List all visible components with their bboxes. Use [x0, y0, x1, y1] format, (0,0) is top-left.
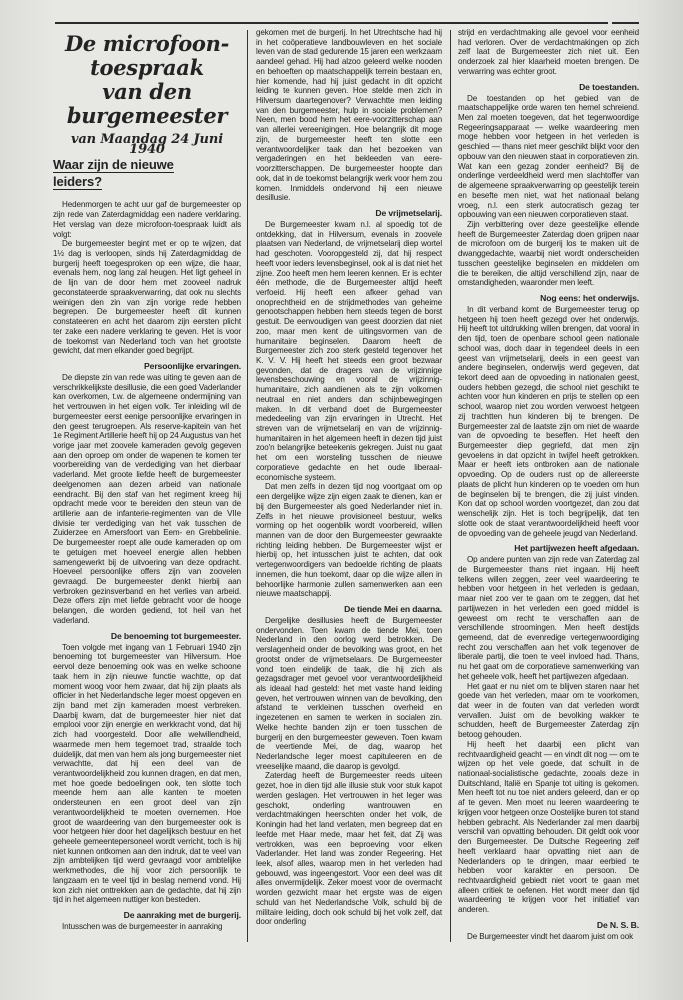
- column-divider: [247, 30, 248, 942]
- paragraph: Zijn verbittering over deze geestelijke ellende heeft de Burgemeester Zaterdag doen grijpen naar de microfoon om de burgerij los te maken uit de dwanggedachte, waarbij niet wordt onderscheiden tusschen geestelijke beginselen en middelen om die te bereiken, die altijd verschillend zijn, naar de omstandigheden, waaronder men leeft.: [458, 219, 639, 288]
- top-rule: [55, 22, 608, 24]
- paragraph: Dat men zelfs in dezen tijd nog voortgaat om op een dergelijke wijze zijn eigen zaak te dienen, kan er bij den Burgemeester als goed Nederlander niet in. Zelfs in het nieuwe provisioneel bestuur, welks vorming op het oogenblik wordt voorbereid, willen mannen van de door den Burgemeester gewraakte richting leiding hebben. De Burgemeester wijst er hierbij op, het intusschen juist te achten, dat ook vertegenwoordigers van bedoelde richting de plaats innemen, die hun toekomt, daar op die wijze allen in behoorlijke harmonie zullen samenwerken aan een nieuwe maatschappij.: [256, 482, 442, 599]
- paragraph: De toestanden op het gebied van de maatschappelijke orde waren ten hemel schreiend. Men zal moeten toegeven, dat het tegenwoordige Regeeringsapparaat — welke waardeering men moge hebben voor hetgeen in het verleden is geschied — thans niet meer geschikt blijkt voor den opbouw van den nieuwen staat in corporatieven zin. Wat kan een gezag zonder eenheid? Bij de onderlinge verdeeldheid werd men slachtoffer van de algemeene spraakverwarring op geestelijk terein en besefte men niet, wat het nationaal belang vroeg, n.l. een sterk autocratisch gezag ter opbouwing van een nieuwen corporatieven staat.: [458, 93, 639, 220]
- section-heading: De vrijmetselarij.: [375, 207, 442, 218]
- paragraph: Op andere punten van zijn rede van Zaterdag zal de Burgemeester thans niet ingaan. Hij heeft telkens willen zeggen, zeer veel waardeering te hebben voor hetgeen in het verleden is gedaan, maar niet zoo ver te gaan om te zeggen, dat het partijwezen in het verleden een goed middel is geweest om recht te verschaffen aan de verschillende stroomingen. Men heeft destijds gemeend, dat de evenredige vertegenwoordiging recht zou verschaffen aan het volk tegenover de liberale partij, die toen te veel invloed had. Thans, nu het gaat om de corporatieve samenwerking van het geheele volk, heeft het partijwezen afgedaan.: [458, 555, 639, 681]
- top-rule-short: [612, 22, 639, 24]
- section-heading: Persoonlijke ervaringen.: [144, 360, 241, 371]
- paragraph: Hedenmorgen te acht uur gaf de burgemeester op zijn rede van Zaterdagmiddag een nadere verklaring. Het verslag van deze microfoon-toespraak luidt als volgt:: [53, 200, 241, 239]
- column-divider: [450, 30, 451, 942]
- paragraph: gekomen met de burgerij. In het Utrechtsche had hij in het coöperatieve landbouwleven en het sociale leven van de stad gedurende 15 jaren een werkzaam aandeel gehad. Hij had alzoo geleerd welke nooden en behoeften op maatschappelijk terrein bestaan en, hier komende, had hij juist gedacht in dit opzicht leiding te kunnen geven. Hoe stelde men zich in Hilversum daartegenover? Verwachtte men leiding van den burgemeester, hulp in sociale problemen? Neen, men bood hem het eere-voorzitterschap aan van allerlei vereenigingen. Hoe belangrijk dit moge zijn, de burgemeester heeft ten slotte een verantwoordelijker taak dan het bezoeken van vergaderingen en het bekleeden van eere-voorzitterschappen. De burgemeester hoopte dan ook, dat in de toekomst belangrijk werk voor hem zou komen. Inmiddels ondervond hij een nieuwe desillusie.: [256, 28, 442, 203]
- paragraph: Dergelijke desillusies heeft de Burgemeester ondervonden. Toen kwam de tiende Mei, toen Nederland in den oorlog werd betrokken. De verslagenheid onder de bevolking was groot, en het grootst onder de vrijmetselaars. De Burgemeester vond toen eindelijk de taak, die hij zich als gezagsdrager met gevoel voor verantwoordelijkheid als ideaal had gesteld: het met vaste hand leiding geven, het vertrouwen winnen van de bevolking, den afstand te verkleinen tusschen overheid en ingezetenen en samen te werken in socialen zin. Welke hechte banden zijn er toen tusschen de burgerij en den burgemeester geweven. Toen kwam de veertiende Mei, de dag, waarop het Nederlandsche leger moest capituleeren en de vreeselijke maand, die daarop is gevolgd.: [256, 615, 442, 771]
- column-3: [458, 28, 639, 942]
- paragraph: De Burgemeester vindt het daarom juist om ook: [467, 931, 633, 941]
- paragraph: Intusschen was de burgemeester in aanraking: [62, 922, 223, 932]
- title-line: burgemeester: [66, 103, 228, 128]
- section-heading: De aanraking met de burgerij.: [123, 910, 241, 921]
- section-heading: De tiende Mei en daarna.: [344, 603, 442, 614]
- title-line: De microfoon-toespraak: [64, 31, 230, 80]
- column-1: [53, 28, 241, 932]
- paragraph: Het gaat er nu niet om te blijven staren naar het goede van het verleden, maar om te voorkomen, dat weer in de fouten van dat verleden wordt vervallen. Juist om de bevolking wakker te schudden, heeft de Burgemeester Zaterdag zijn betoog gehouden.: [458, 681, 639, 740]
- section-heading: De toestanden.: [579, 81, 639, 92]
- subtitle-line: leiders?: [53, 174, 102, 190]
- paragraph: strijd en verdachtmaking alle gevoel voor eenheid had verloren. Over de verdachtmakingen op zich zelf laat de Burgemeester zich niet uit. Een onderzoek zal hier klaarheid moeten brengen. De verwarring was echter groot.: [458, 28, 639, 76]
- section-heading: Het partijwezen heeft afgedaan.: [514, 543, 639, 554]
- article-title: [53, 32, 241, 128]
- section-heading: De N. S. B.: [596, 919, 639, 930]
- section-heading: De benoeming tot burgemeester.: [110, 630, 241, 641]
- article-date: van Maandag 24 Juni 1940: [70, 132, 224, 157]
- title-line: van den: [102, 79, 192, 104]
- paragraph: In dit verband komt de Burgemeester terug op hetgeen hij toen heeft gezegd over het onderwijs. Hij heeft tot uitdrukking willen brengen, dat vooral in den tijd, toen de openbare school geen nationale school was, doch daar in tegendeel deels in een geest van vrijmetselarij, deels in een geest van andere beginselen, onderwijs werd gegeven, dat tekort deed aan de opvoeding in nationalen geest, ouders hebben gezegd, die school niet geschikt te achten voor hun kinderen en prijs te stellen op een school, waarop niet zou worden verwoest hetgeen zij trachtten hun kinderen bij te brengen. De Burgemeester zal de laatste zijn om niet de waarde van de opvoeding te beseffen. Het heeft den Burgemeester diep gegriefd, dat men zijn gevoelens in dat opzicht in twijfel heeft getrokken. Maar er heeft iets ontbroken aan de nationale opvoeding. Op de ouders rust op de allereerste plaats de plicht hun kinderen op te voeden om hun de beginselen bij te brengen, die zij juist vinden. Kon dat op school worden voortgezet, dan zou dat wenschelijk zijn. Het is toch begrijpelijk, dat ten slotte ook de staat verantwoordelijkheid heeft voor de opvoeding van de geheele jeugd van Nederland.: [458, 304, 639, 538]
- article-subtitle: [53, 156, 174, 190]
- paragraph: De Burgemeester kwam n.l. al spoedig tot de ontdekking, dat in Hilversum, evenals in zoovele plaatsen van Nederland, de vrijmetselarij diep wortel had geschoten. Vooropgesteld zij, dat hij respect heeft voor ieders levensbeginsel, ook al is dat niet het zijne. Zoo heeft men hem leeren kennen. Er is echter één methode, die de Burgemeester altijd heeft verfoeid. Hij heeft een afkeer gehad van onoprechtheid en de strijdmethodes van geheime genootschappen hebben hem steeds tegen de borst gestuit. De eenvoudigen van geest doorzien dat niet zoo, maar men kent de uitingsvormen van de humanitaire beginselen. Daarom heeft de Burgemeester zich zoo sterk gesteld tegenover het K. V. V. Hij heeft het steeds een groot bezwaar gevonden, dat de dragers van de vrijzinnige levensbeschouwing en vooral de vrijzinnig-humanitaire, zich aandienen als te zijn volkomen neutraal en niet anders dan schijnbewegingen maken. In dit verband doet de Burgemeester mededeeling van zijn ervaringen in Utrecht. Het streven van de vrijmetselarij en van de vrijzinnig-humanitairen in het algemeen heeft in dezen tijd juist zoo'n belangrijke beteekenis gekregen. Juist nu gaat het om een worsteling tusschen de nieuwe corporatieve gedachte en het oude liberaal-economische systeem.: [256, 219, 442, 482]
- paragraph: De diepste zin van rede was uiting te geven aan de verschrikkelijkste desillusie, die een goed Vaderlander kan overkomen, t.w. de algemeene ondermijning van het vertrouwen in het eigen volk. Ter inleiding wil de burgemeester eerst eenige persoonlijke ervaringen in den geest terugroepen. Als reserve-kapitein van het 1e Regiment Artillerie heeft hij op 24 Augustus van het vorige jaar met zoovele kameraden gevolg gegeven aan den oproep om onder de wapenen te komen ter voorbereiding van de verdediging van het dierbaar vaderland. Met groote liefde heeft de burgemeester deelgenomen aan dezen arbeid van nationale eendracht. Bij den staf van het regiment kreeg hij opdracht mede voor te bereiden den steun van de artillerie aan de infanterie-regimenten van de VIIe divisie ter verdediging van het vak tusschen de Zuiderzee en Amersfoort van Eem- en Grebbelinie. De burgemeester roept alle oude kameraden op om te getuigen met hoeveel energie allen hebben samengewerkt bij de uitvoering van deze opdracht. Hoeveel persoonlijke offers zijn van zoovelen gevraagd. De burgemeester denkt hierbij aan verbroken gezinsverband en het verlies van arbeid. Deze offers zijn met liefde gebracht voor de hooge belangen, die worden gediend, tot heil van het vaderland.: [53, 372, 241, 625]
- section-heading: Nog eens: het onderwijs.: [540, 292, 639, 303]
- paragraph: De burgemeester begint met er op te wijzen, dat 1½ dag is verloopen, sinds hij Zaterdagmiddag de burgerij heeft toegesproken op een wijze, die haar, evenals hem, nog lang zal heugen. Het ligt geheel in de lijn van de door hem met zooveel nadruk geconstateerde spraakverwarring, dat ook nu slechts weinigen den zin van zijn vorige rede hebben begrepen. De burgemeester heeft dit kunnen constateeren en acht het daarom zijn eersten plicht ter zake een nadere verklaring te geven. Het is voor de toekomst van Nederland toch van het grootste gewicht, dat men elkander goed begrijpt.: [53, 239, 241, 356]
- column-2: [256, 28, 442, 927]
- subtitle-line: Waar zijn de nieuwe: [53, 157, 174, 173]
- paragraph: Hij heeft het daarbij een plicht van rechtvaardigheid geacht — en vindt dit nog — om te wijzen op het vele goede, dat schuilt in de nationaal-socialistische gedachte, zooals deze in Duitschland, Italië en Spanje tot uiting is gekomen. Men heeft tot nu toe niet anders geleerd, dan er op af te geven. Men moet nu leeren waardeering te krijgen voor hetgeen onze Oostelijke buren tot stand hebben gebracht. Als Nederlander zal men daarbij verschil van opvatting behouden. Dit geldt ook voor den Burgemeester. De Duitsche Regeering zelf heeft verklaard haar opvatting niet aan de Nederlanders op te dringen, maar eerbied te hebben voor karakter en persoon. De rechtvaardigheid gebiedt niet voort te gaan met alleen critiek te oefenen. Het wordt meer dan tijd waardeering te krijgen voor het initiatief van anderen.: [458, 739, 639, 915]
- paragraph: Zaterdag heeft de Burgemeester reeds uiteen gezet, hoe in dien tijd alle illusie stuk voor stuk kapot werden geslagen. Het vertrouwen in het leger was geschokt, onderling wantrouwen en verdachtmakingen heerschten onder het volk, de Koningin had het land verlaten, men begreep dat en leefde met Haar mede, maar het feit, dat Zij was vertrokken, was een beproeving voor elken Vaderlander. Het land was zonder Regeering. Het leek, alsof alles, waarop men in het verleden had gebouwd, was ingeengestort. Voor een deel was dit alles onvermijdelijk. Zeker moest voor de overmacht worden gezwicht maar het ergste was de eigen schuld van het Nederlandsche Volk, schuld bij de militaire leiding, doch ook schuld bij het volk zelf, dat door onderling: [256, 771, 442, 927]
- paragraph: Toen volgde met ingang van 1 Februari 1940 zijn benoeming tot burgemeester van Hilversum. Hoe eervol deze benoeming ook was en welke schoone taak hem in zijn nieuwe functie wachtte, op dat moment woog voor hem zwaar, dat hij zijn plaats als officier in het Nederlandsche leger moest opgeven en zijn band met zijn kameraden moest verbreken. Daarbij kwam, dat de burgemeester hier niet dat emplooi voor zijn energie en werkkracht vond, dat hij zich had voorgesteld. Door alle welwillendheid, waarmede men hem tegemoet trad, straalde toch duidelijk, dat men van hem als jong burgemeester niet verwachtte, dat hij een deel van de verantwoordelijkheid zou kunnen dragen, en dat men, met hoe goede bedoelingen ook, ten slotte toch meende hem aan alle kanten te moeten ondersteunen en een groot deel van zijn verantwoordelijkheid te moeten overnemen. Hoe groot de waardeering van den burgemeester ook is voor hetgeen hier door het dagelijksch bestuur en het geheele gemeentepersoneel wordt verricht, toch is hij niet kunnen ontkomen aan den indruk, dat te veel van zijn ambtelijken tijd werd gevraagd voor ambtelijke werkmethodes, die hij voor zich persoonlijk te langzaam en te veel tijd in beslag nemend vond. Hij kon zich niet onttrekken aan de gedachte, dat hij zijn tijd in het algemeen nuttiger kon besteden.: [53, 642, 241, 905]
